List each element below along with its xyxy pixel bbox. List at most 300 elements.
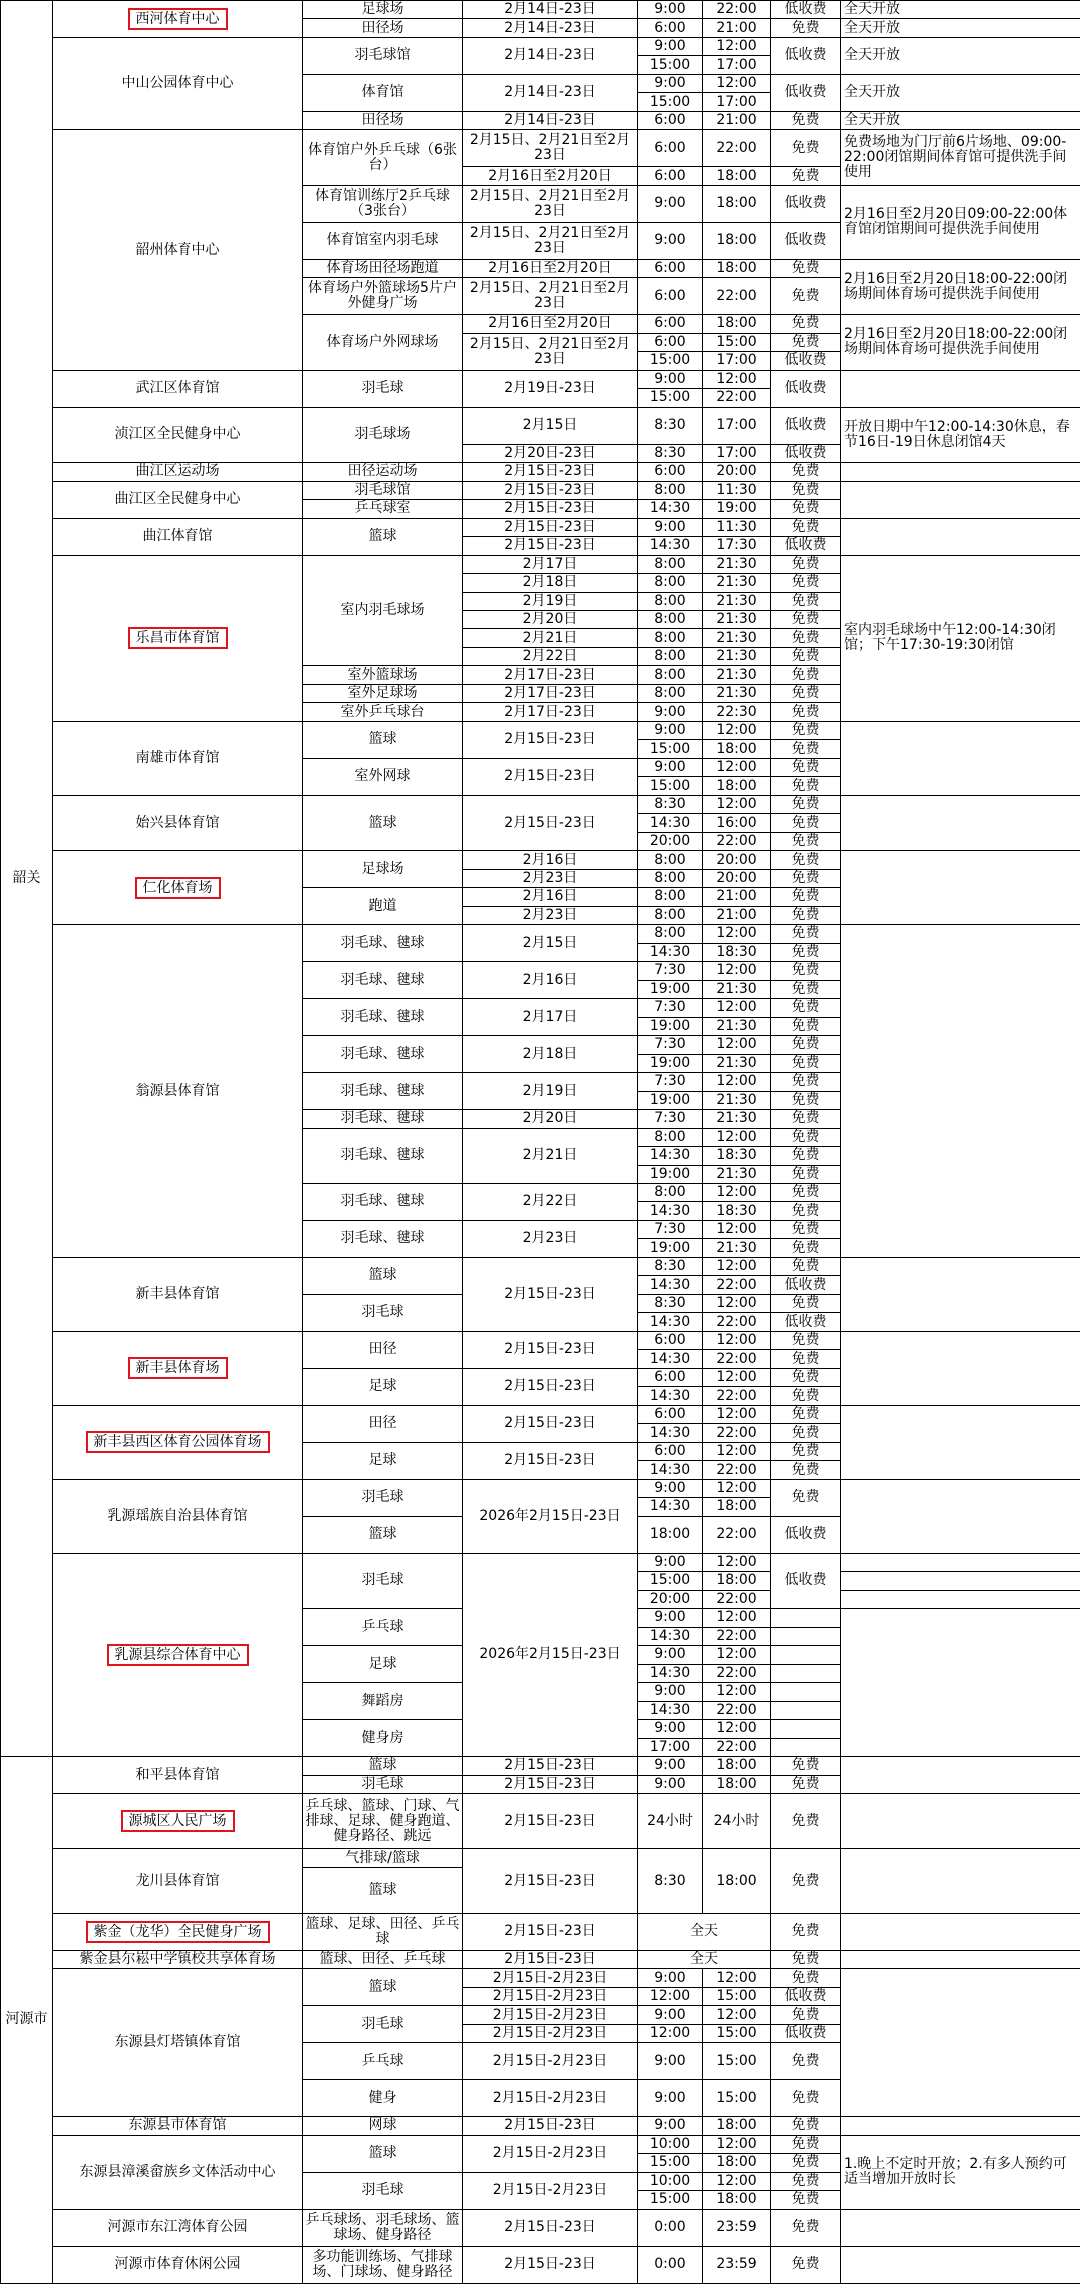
start-time-cell: 15:00 <box>638 2154 703 2172</box>
table-row <box>1 1405 1080 1423</box>
start-time-cell: 8:00 <box>638 925 703 943</box>
venue-name-cell: 河源市体育休闲公园 <box>53 2246 303 2283</box>
fee-cell: 免费 <box>771 721 841 739</box>
fee-cell: 低收费 <box>771 1313 841 1331</box>
end-time-cell: 22:00 <box>703 389 771 407</box>
facility-cell: 羽毛球、毽球 <box>303 962 463 999</box>
fee-cell: 免费 <box>771 1849 841 1913</box>
start-time-cell: 9:00 <box>638 185 703 222</box>
date-cell: 2月15日-2月23日 <box>463 2172 638 2209</box>
date-cell: 2月15日-23日 <box>463 721 638 758</box>
table-row <box>1 2117 1080 2135</box>
fee-cell: 免费 <box>771 1036 841 1054</box>
start-time-cell: 9:00 <box>638 370 703 388</box>
end-time-cell: 21:30 <box>703 1017 771 1035</box>
date-cell: 2月15日-2月23日 <box>463 2006 638 2024</box>
fee-cell: 免费 <box>771 666 841 684</box>
date-cell: 2月14日-23日 <box>463 74 638 111</box>
start-time-cell: 20:00 <box>638 1590 703 1608</box>
date-cell: 2月20日-23日 <box>463 444 638 462</box>
start-time-cell: 7:30 <box>638 962 703 980</box>
date-cell: 2月14日-23日 <box>463 37 638 74</box>
start-time-cell: 14:30 <box>638 1276 703 1294</box>
date-cell: 2月15日-2月23日 <box>463 2024 638 2042</box>
note-cell <box>841 1590 1080 1608</box>
highlighted-venue-name: 西河体育中心 <box>128 8 228 30</box>
fee-cell: 免费 <box>771 740 841 758</box>
fee-cell: 免费 <box>771 629 841 647</box>
table-row <box>1 1479 1080 1497</box>
date-cell: 2月23日 <box>463 1220 638 1257</box>
note-cell: 免费场地为门厅前6片场地、09:00-22:00闭馆期间体育馆可提供洗手间使用 <box>841 130 1080 185</box>
end-time-cell: 15:00 <box>703 2080 771 2117</box>
start-time-cell: 14:30 <box>638 1313 703 1331</box>
end-time-cell: 18:30 <box>703 1147 771 1165</box>
end-time-cell: 22:00 <box>703 1627 771 1645</box>
start-time-cell: 7:30 <box>638 999 703 1017</box>
table-row <box>1 1913 1080 1931</box>
end-time-cell: 18:00 <box>703 259 771 277</box>
start-time-cell: 24小时 <box>638 1793 703 1848</box>
end-time-cell: 18:00 <box>703 315 771 333</box>
end-time-cell: 15:00 <box>703 333 771 351</box>
note-cell <box>771 1738 841 1756</box>
fee-cell: 免费 <box>771 1073 841 1091</box>
facility-cell: 网球 <box>303 2117 463 2135</box>
date-cell: 2月16日至2月20日 <box>463 167 638 185</box>
start-time-cell: 8:00 <box>638 1128 703 1146</box>
date-cell: 2月16日 <box>463 851 638 869</box>
highlighted-venue-name: 新丰县西区体育公园体育场 <box>86 1431 270 1453</box>
date-cell: 2月19日 <box>463 592 638 610</box>
highlighted-venue-name: 新丰县体育场 <box>128 1357 228 1379</box>
end-time-cell: 20:00 <box>703 851 771 869</box>
fee-cell: 免费 <box>771 999 841 1017</box>
date-cell: 2月17日-23日 <box>463 666 638 684</box>
fee-cell: 低收费 <box>771 1987 841 2005</box>
fee-cell: 免费 <box>771 869 841 887</box>
start-time-cell: 9:00 <box>638 74 703 92</box>
end-time-cell: 12:00 <box>703 2172 771 2190</box>
start-time-cell: 9:00 <box>638 1969 703 1987</box>
note-cell <box>841 1479 1080 1553</box>
date-cell: 2月16日至2月20日 <box>463 259 638 277</box>
start-time-cell: 14:30 <box>638 1498 703 1516</box>
facility-cell: 篮球、田径、乒乓球 <box>303 1950 463 1968</box>
fee-cell: 低收费 <box>771 407 841 444</box>
start-time-cell: 19:00 <box>638 1054 703 1072</box>
fee-cell: 免费 <box>771 2135 841 2153</box>
start-time-cell: 9:00 <box>638 1775 703 1793</box>
fee-cell: 免费 <box>771 851 841 869</box>
date-cell: 2月15日-23日 <box>463 463 638 481</box>
date-cell: 2月15日-23日 <box>463 2209 638 2246</box>
facility-cell: 乒乓球场、羽毛球场、篮球场、健身路径 <box>303 2209 463 2246</box>
start-time-cell: 8:00 <box>638 1184 703 1202</box>
end-time-cell: 18:00 <box>703 2154 771 2172</box>
date-cell: 2月15日-2月23日 <box>463 1987 638 2005</box>
note-cell <box>841 518 1080 555</box>
facility-cell: 气排球/篮球 <box>303 1849 463 1867</box>
fee-cell: 免费 <box>771 1147 841 1165</box>
facility-cell: 多功能训练场、气排球场、门球场、健身路径 <box>303 2246 463 2283</box>
end-time-cell: 21:30 <box>703 1091 771 1109</box>
end-time-cell: 21:30 <box>703 980 771 998</box>
date-cell: 2月21日 <box>463 1128 638 1183</box>
fee-cell: 免费 <box>771 1220 841 1238</box>
end-time-cell: 18:00 <box>703 1572 771 1590</box>
start-time-cell: 14:30 <box>638 1202 703 1220</box>
venue-name-cell: 浈江区全民健身中心 <box>53 407 303 462</box>
start-time-cell: 8:00 <box>638 610 703 628</box>
venue-name-cell: 中山公园体育中心 <box>53 37 303 129</box>
fee-cell: 免费 <box>771 814 841 832</box>
table-row <box>1 518 1080 536</box>
facility-cell: 田径场 <box>303 19 463 37</box>
note-cell: 全天开放 <box>841 111 1080 129</box>
start-time-cell: 8:00 <box>638 684 703 702</box>
date-cell: 2月15日-23日 <box>463 1368 638 1405</box>
start-time-cell: 8:30 <box>638 407 703 444</box>
fee-cell: 免费 <box>771 574 841 592</box>
end-time-cell: 22:00 <box>703 130 771 167</box>
date-cell: 2月15日-23日 <box>463 795 638 850</box>
date-cell: 2月22日 <box>463 647 638 665</box>
facility-cell: 篮球 <box>303 1867 463 1913</box>
venue-name-cell: 始兴县体育馆 <box>53 795 303 850</box>
facility-cell: 羽毛球、毽球 <box>303 1110 463 1128</box>
fee-cell: 免费 <box>771 2043 841 2080</box>
table-row <box>1 2135 1080 2153</box>
end-time-cell: 12:00 <box>703 1073 771 1091</box>
time-cell: 全天 <box>638 1950 771 1968</box>
note-cell <box>841 1257 1080 1331</box>
start-time-cell: 19:00 <box>638 1091 703 1109</box>
fee-cell: 免费 <box>771 2006 841 2024</box>
end-time-cell: 18:30 <box>703 1202 771 1220</box>
start-time-cell: 14:30 <box>638 814 703 832</box>
highlighted-venue-name: 紫金（龙华）全民健身广场 <box>86 1921 270 1943</box>
start-time-cell: 14:30 <box>638 1461 703 1479</box>
fee-cell: 低收费 <box>771 1553 841 1608</box>
fee-cell: 免费 <box>771 980 841 998</box>
start-time-cell: 14:30 <box>638 1350 703 1368</box>
end-time-cell: 12:00 <box>703 795 771 813</box>
start-time-cell: 14:30 <box>638 1424 703 1442</box>
start-time-cell: 20:00 <box>638 832 703 850</box>
table-row <box>1 481 1080 499</box>
fee-cell: 免费 <box>771 1913 841 1950</box>
facility-cell: 乒乓球、篮球、门球、气排球、足球、健身跑道、健身路径、跳远 <box>303 1793 463 1848</box>
date-cell: 2月15日-23日 <box>463 1757 638 1775</box>
venue-name-cell: 新丰县体育馆 <box>53 1257 303 1331</box>
end-time-cell: 21:00 <box>703 19 771 37</box>
fee-cell: 免费 <box>771 1969 841 1987</box>
facility-cell: 室外乒乓球台 <box>303 703 463 721</box>
fee-cell: 免费 <box>771 1793 841 1848</box>
start-time-cell: 9:00 <box>638 1757 703 1775</box>
date-cell: 2月14日-23日 <box>463 1 638 19</box>
start-time-cell: 18:00 <box>638 1516 703 1553</box>
facility-cell: 田径 <box>303 1331 463 1368</box>
end-time-cell: 12:00 <box>703 370 771 388</box>
start-time-cell: 6:00 <box>638 111 703 129</box>
note-cell <box>841 1572 1080 1590</box>
start-time-cell: 6:00 <box>638 1331 703 1349</box>
fee-cell: 免费 <box>771 500 841 518</box>
end-time-cell: 12:00 <box>703 37 771 55</box>
table-row <box>1 1331 1080 1349</box>
table-row <box>1 463 1080 481</box>
end-time-cell: 12:00 <box>703 721 771 739</box>
fee-cell: 免费 <box>771 315 841 333</box>
date-cell: 2月15日-23日 <box>463 481 638 499</box>
facility-cell: 羽毛球 <box>303 370 463 407</box>
date-cell: 2月15日-2月23日 <box>463 2135 638 2172</box>
date-cell: 2月14日-23日 <box>463 19 638 37</box>
date-cell: 2月17日-23日 <box>463 703 638 721</box>
facility-cell: 足球场 <box>303 1 463 19</box>
end-time-cell: 12:00 <box>703 1683 771 1701</box>
fee-cell: 免费 <box>771 1054 841 1072</box>
table-row <box>1 1793 1080 1811</box>
start-time-cell: 8:00 <box>638 666 703 684</box>
fee-cell: 免费 <box>771 1461 841 1479</box>
fee-cell: 免费 <box>771 1950 841 1968</box>
start-time-cell: 8:30 <box>638 1849 703 1913</box>
highlighted-venue-name: 乐昌市体育馆 <box>128 627 228 649</box>
start-time-cell: 14:30 <box>638 1701 703 1719</box>
start-time-cell: 9:00 <box>638 2006 703 2024</box>
fee-cell: 免费 <box>771 167 841 185</box>
note-cell <box>771 1627 841 1645</box>
end-time-cell: 15:00 <box>703 1987 771 2005</box>
end-time-cell: 12:00 <box>703 1368 771 1386</box>
fee-cell: 免费 <box>771 1479 841 1516</box>
fee-cell: 低收费 <box>771 1 841 19</box>
start-time-cell: 10:00 <box>638 2172 703 2190</box>
start-time-cell: 6:00 <box>638 1405 703 1423</box>
date-cell: 2月18日 <box>463 1036 638 1073</box>
note-cell <box>841 463 1080 481</box>
end-time-cell: 12:00 <box>703 1331 771 1349</box>
facility-cell: 健身房 <box>303 1720 463 1757</box>
date-cell: 2月18日 <box>463 574 638 592</box>
venue-name-cell: 曲江区运动场 <box>53 463 303 481</box>
end-time-cell: 12:00 <box>703 1184 771 1202</box>
facility-cell: 羽毛球馆 <box>303 481 463 499</box>
end-time-cell: 12:00 <box>703 1405 771 1423</box>
facility-cell: 室外篮球场 <box>303 666 463 684</box>
start-time-cell: 19:00 <box>638 1165 703 1183</box>
note-cell: 2月16日至2月20日18:00-22:00闭场期间体育场可提供洗手间使用 <box>841 259 1080 314</box>
date-cell: 2月15日、2月21日至2月23日 <box>463 333 638 370</box>
start-time-cell: 14:30 <box>638 1664 703 1682</box>
end-time-cell: 12:00 <box>703 1220 771 1238</box>
start-time-cell: 14:30 <box>638 1387 703 1405</box>
start-time-cell: 14:30 <box>638 537 703 555</box>
date-cell: 2月15日-23日 <box>463 1331 638 1368</box>
facility-cell: 羽毛球 <box>303 2006 463 2043</box>
fee-cell: 免费 <box>771 278 841 315</box>
end-time-cell: 18:00 <box>703 185 771 222</box>
table-row <box>1 721 1080 739</box>
facility-cell: 羽毛球馆 <box>303 37 463 74</box>
end-time-cell: 12:00 <box>703 1442 771 1460</box>
facility-cell: 羽毛球 <box>303 1553 463 1608</box>
start-time-cell: 9:00 <box>638 758 703 776</box>
note-cell: 1.晚上不定时开放；2.有多人预约可适当增加开放时长 <box>841 2135 1080 2209</box>
date-cell: 2月15日-23日 <box>463 2117 638 2135</box>
date-cell: 2月19日 <box>463 1073 638 1110</box>
date-cell: 2月15日-23日 <box>463 2246 638 2283</box>
venue-name-cell: 韶州体育中心 <box>53 130 303 370</box>
end-time-cell: 12:00 <box>703 1036 771 1054</box>
date-cell: 2月16日 <box>463 962 638 999</box>
start-time-cell: 9:00 <box>638 2080 703 2117</box>
start-time-cell: 9:00 <box>638 1 703 19</box>
fee-cell: 免费 <box>771 962 841 980</box>
end-time-cell: 21:00 <box>703 111 771 129</box>
table-row <box>1 370 1080 388</box>
fee-cell: 免费 <box>771 2191 841 2209</box>
note-cell: 2月16日至2月20日09:00-22:00体育馆闭馆期间可提供洗手间使用 <box>841 185 1080 259</box>
date-cell: 2月15日、2月21日至2月23日 <box>463 185 638 222</box>
table-row <box>1 1757 1080 1775</box>
fee-cell: 免费 <box>771 777 841 795</box>
facility-cell: 足球 <box>303 1442 463 1479</box>
end-time-cell: 12:00 <box>703 1969 771 1987</box>
table-row <box>1 1 1080 19</box>
facility-cell: 体育馆室内羽毛球 <box>303 222 463 259</box>
fee-cell: 免费 <box>771 518 841 536</box>
end-time-cell: 12:00 <box>703 74 771 92</box>
fee-cell: 低收费 <box>771 537 841 555</box>
date-cell: 2月15日-23日 <box>463 758 638 795</box>
end-time-cell: 23:59 <box>703 2209 771 2246</box>
fee-cell: 免费 <box>771 19 841 37</box>
note-cell <box>841 1553 1080 1571</box>
note-cell <box>841 2209 1080 2246</box>
start-time-cell: 9:00 <box>638 1553 703 1571</box>
fee-cell: 低收费 <box>771 37 841 74</box>
end-time-cell: 21:30 <box>703 1054 771 1072</box>
date-cell: 2月15日-2月23日 <box>463 1969 638 1987</box>
end-time-cell: 22:00 <box>703 1461 771 1479</box>
fee-cell: 免费 <box>771 943 841 961</box>
fee-cell: 免费 <box>771 130 841 167</box>
fee-cell: 免费 <box>771 647 841 665</box>
note-cell <box>841 1757 1080 1794</box>
end-time-cell: 12:00 <box>703 1646 771 1664</box>
venue-name-cell <box>53 1553 303 1756</box>
note-cell: 全天开放 <box>841 1 1080 19</box>
fee-cell: 免费 <box>771 703 841 721</box>
table-row <box>1 1553 1080 1571</box>
start-time-cell: 9:00 <box>638 1720 703 1738</box>
venue-name-cell <box>53 851 303 925</box>
start-time-cell: 9:00 <box>638 2043 703 2080</box>
facility-cell: 羽毛球 <box>303 1775 463 1793</box>
date-cell: 2月15日-2月23日 <box>463 2080 638 2117</box>
fee-cell: 免费 <box>771 832 841 850</box>
start-time-cell: 8:00 <box>638 574 703 592</box>
facility-cell: 篮球 <box>303 721 463 758</box>
start-time-cell: 6:00 <box>638 1442 703 1460</box>
table-row <box>1 407 1080 425</box>
end-time-cell: 18:00 <box>703 1775 771 1793</box>
venue-name-cell <box>53 1 303 38</box>
date-cell: 2月22日 <box>463 1184 638 1221</box>
end-time-cell: 12:00 <box>703 1553 771 1571</box>
start-time-cell: 6:00 <box>638 333 703 351</box>
note-cell <box>841 1331 1080 1405</box>
date-cell: 2月15日、2月21日至2月23日 <box>463 278 638 315</box>
venue-name-cell: 和平县体育馆 <box>53 1757 303 1794</box>
fee-cell: 免费 <box>771 1775 841 1793</box>
start-time-cell: 7:30 <box>638 1220 703 1238</box>
end-time-cell: 18:30 <box>703 943 771 961</box>
fee-cell: 免费 <box>771 906 841 924</box>
start-time-cell: 14:30 <box>638 1627 703 1645</box>
start-time-cell: 9:00 <box>638 1609 703 1627</box>
date-cell: 2月15日、2月21日至2月23日 <box>463 222 638 259</box>
date-cell: 2月19日-23日 <box>463 370 638 407</box>
date-cell: 2月15日-2月23日 <box>463 2043 638 2080</box>
date-cell: 2月20日 <box>463 610 638 628</box>
date-cell: 2月17日 <box>463 555 638 573</box>
facility-cell: 羽毛球、毽球 <box>303 1128 463 1183</box>
end-time-cell: 11:30 <box>703 518 771 536</box>
fee-cell: 低收费 <box>771 444 841 462</box>
start-time-cell: 14:30 <box>638 1147 703 1165</box>
facility-cell: 羽毛球、毽球 <box>303 1220 463 1257</box>
facility-cell: 篮球 <box>303 1257 463 1294</box>
fee-cell: 免费 <box>771 2080 841 2117</box>
end-time-cell: 22:00 <box>703 1424 771 1442</box>
venue-name-cell: 曲江体育馆 <box>53 518 303 555</box>
end-time-cell: 21:30 <box>703 1110 771 1128</box>
facility-cell: 足球 <box>303 1646 463 1683</box>
start-time-cell: 6:00 <box>638 259 703 277</box>
date-cell: 2月15日-23日 <box>463 500 638 518</box>
table-row <box>1 851 1080 869</box>
date-cell: 2月15日、2月21日至2月23日 <box>463 130 638 167</box>
fee-cell: 免费 <box>771 2172 841 2190</box>
start-time-cell: 9:00 <box>638 703 703 721</box>
start-time-cell: 10:00 <box>638 2135 703 2153</box>
venue-name-cell: 曲江区全民健身中心 <box>53 481 303 518</box>
note-cell: 2月16日至2月20日18:00-22:00闭场期间体育场可提供洗手间使用 <box>841 315 1080 370</box>
date-cell: 2月17日 <box>463 999 638 1036</box>
end-time-cell: 17:00 <box>703 444 771 462</box>
facility-cell: 体育馆 <box>303 74 463 111</box>
end-time-cell: 21:30 <box>703 1239 771 1257</box>
fee-cell: 低收费 <box>771 74 841 111</box>
fee-cell: 免费 <box>771 1017 841 1035</box>
note-cell <box>841 925 1080 1258</box>
end-time-cell: 18:00 <box>703 1498 771 1516</box>
fee-cell: 免费 <box>771 758 841 776</box>
end-time-cell: 17:30 <box>703 537 771 555</box>
note-cell <box>841 2246 1080 2283</box>
start-time-cell: 9:00 <box>638 1683 703 1701</box>
table-row <box>1 1969 1080 1987</box>
table-row <box>1 1950 1080 1968</box>
date-cell: 2月15日-23日 <box>463 1849 638 1913</box>
start-time-cell: 8:30 <box>638 1294 703 1312</box>
date-cell: 2月23日 <box>463 869 638 887</box>
